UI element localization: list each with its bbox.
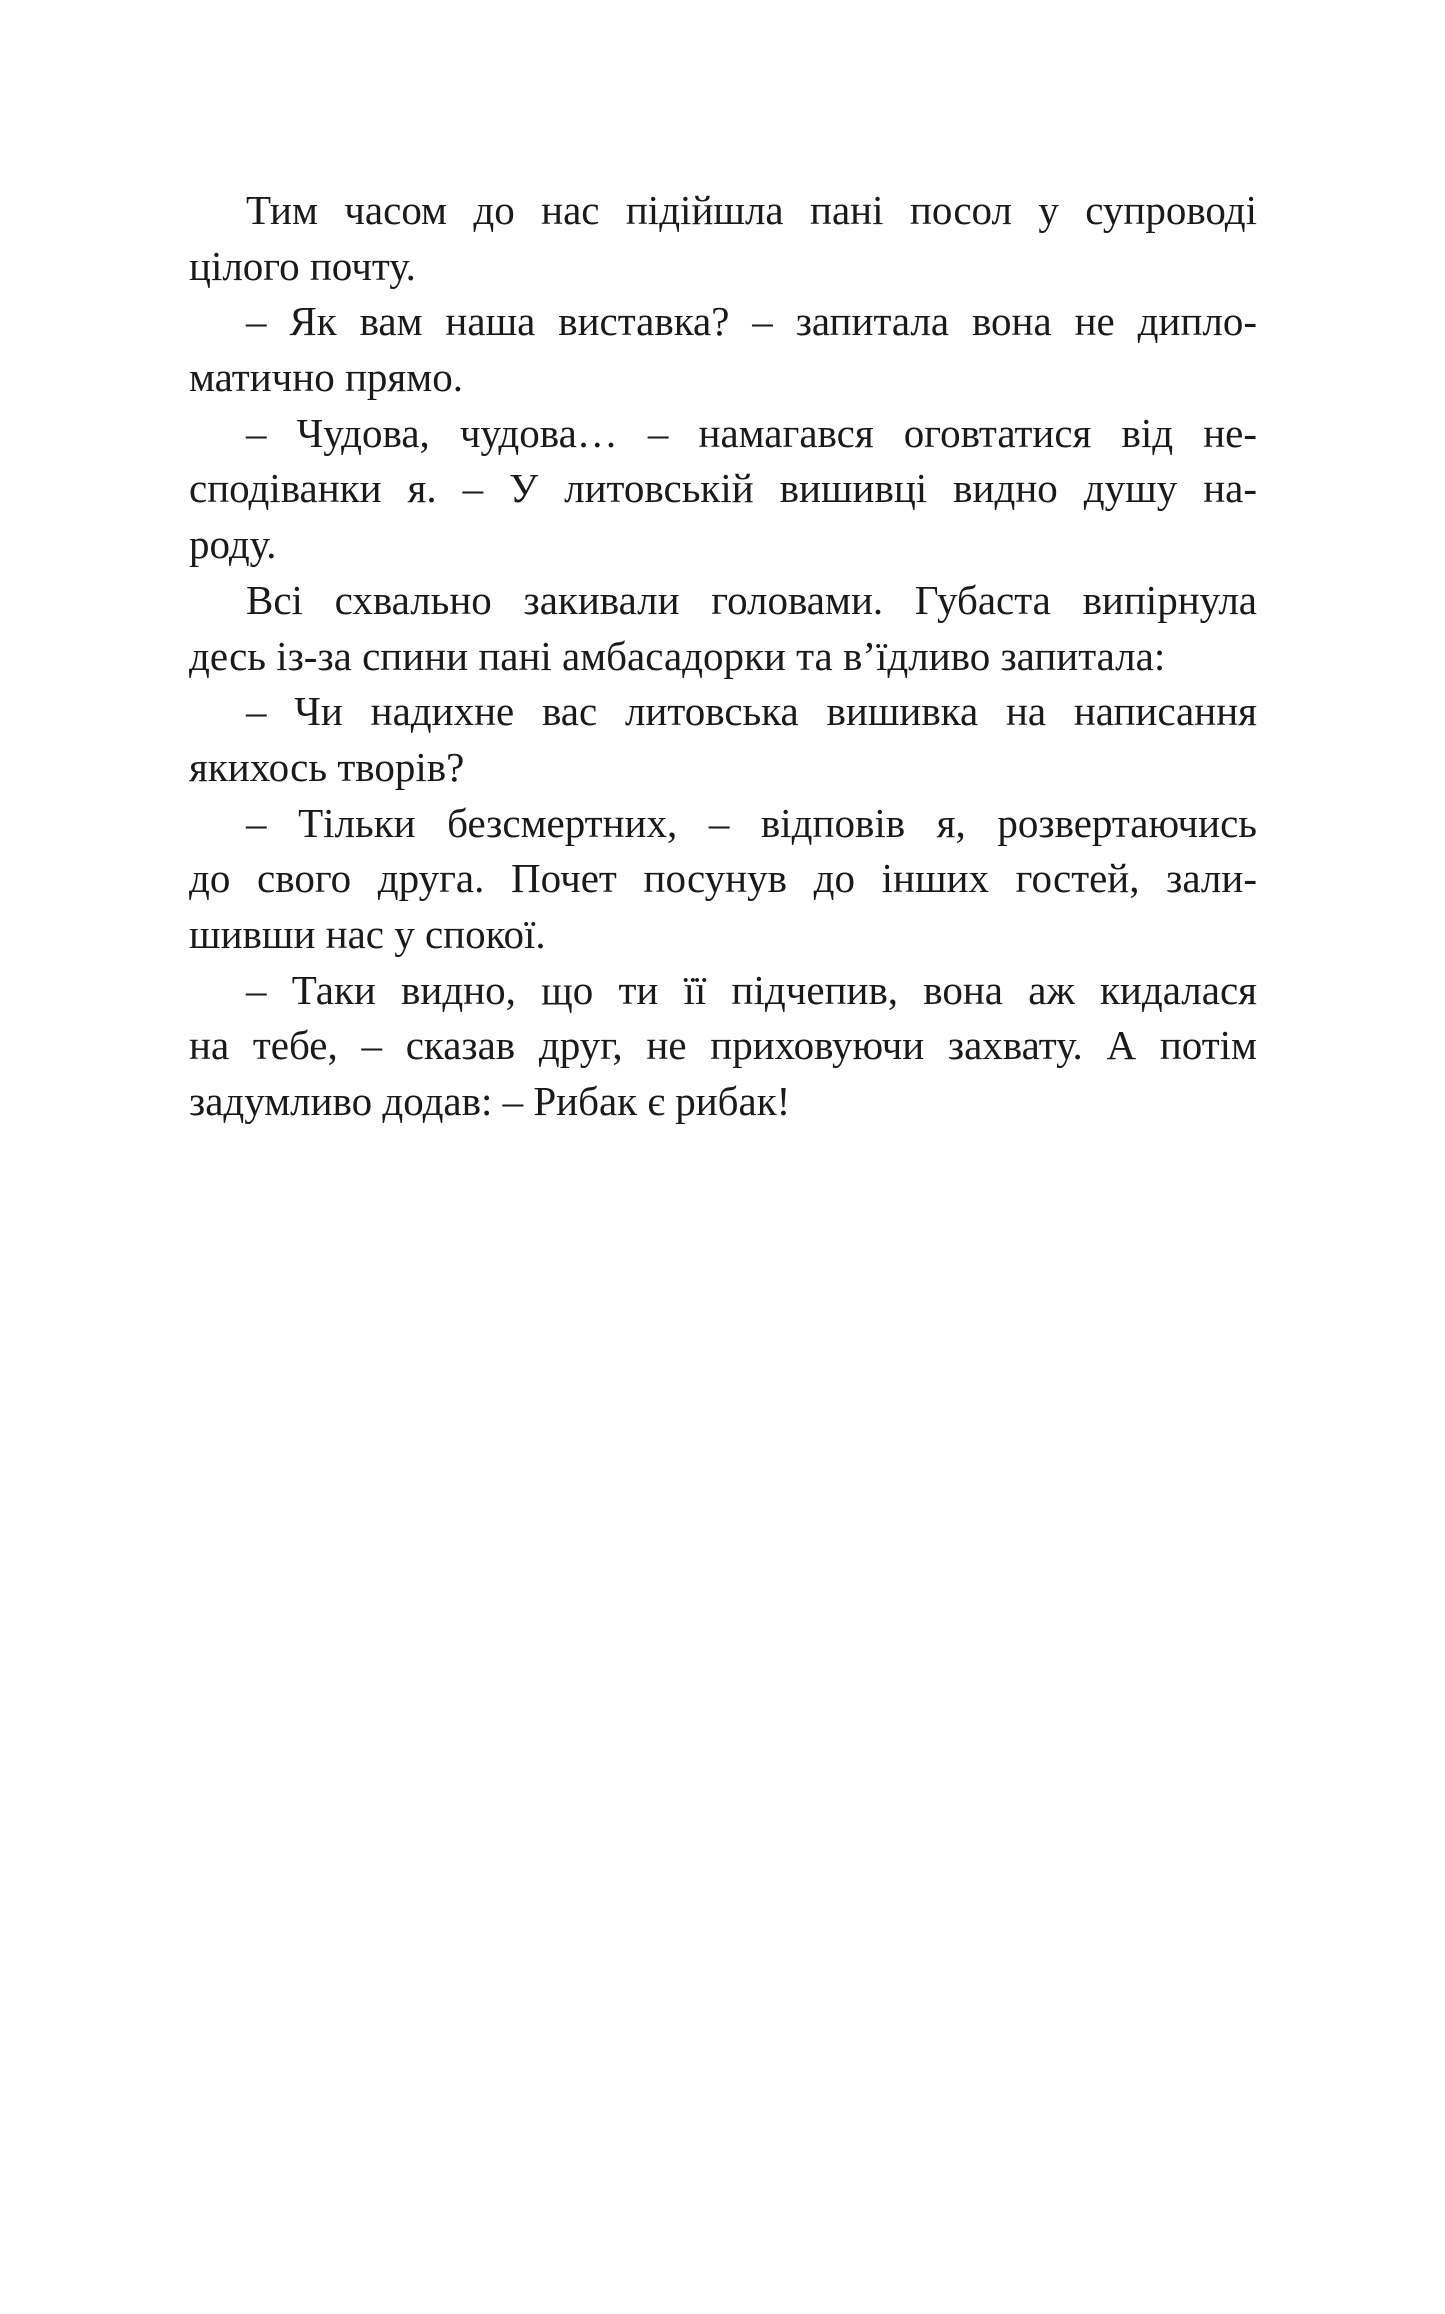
text-line: – Тільки безсмертних, – відповів я, розвертаючись [246, 799, 1257, 846]
text-line: сподіванки я. – У литовській вишивці видно душу на- [189, 465, 1257, 512]
text-line: – Чудова, чудова… – намагався оговтатися від не- [246, 409, 1257, 456]
text-line: шивши нас у спокої. [189, 910, 546, 957]
text-line: – Як вам наша виставка? – запитала вона не дипло- [246, 298, 1257, 345]
text-line: Всі схвально закивали головами. Губаста випірнула [246, 576, 1257, 623]
body-text [189, 183, 1257, 1130]
text-line: – Чи надихне вас литовська вишивка на написання [246, 688, 1257, 735]
text-line: цілого почту. [189, 242, 416, 289]
text-line: десь із-за спини пані амбасадорки та в’їдливо запитала: [189, 632, 1166, 679]
text-line: матично прямо. [189, 354, 463, 401]
text-line: на тебе, – сказав друг, не приховуючи захвату. А потім [189, 1022, 1257, 1069]
text-line: – Таки видно, що ти її підчепив, вона аж кидалася [246, 966, 1257, 1013]
text-line: роду. [189, 521, 277, 568]
text-line: до свого друга. Почет посунув до інших гостей, зали- [189, 855, 1257, 902]
text-line: Тим часом до нас підійшла пані посол у супроводі [246, 187, 1257, 233]
text-line: якихось творів? [189, 743, 465, 790]
text-line: задумливо додав: – Рибак є рибак! [189, 1078, 791, 1124]
